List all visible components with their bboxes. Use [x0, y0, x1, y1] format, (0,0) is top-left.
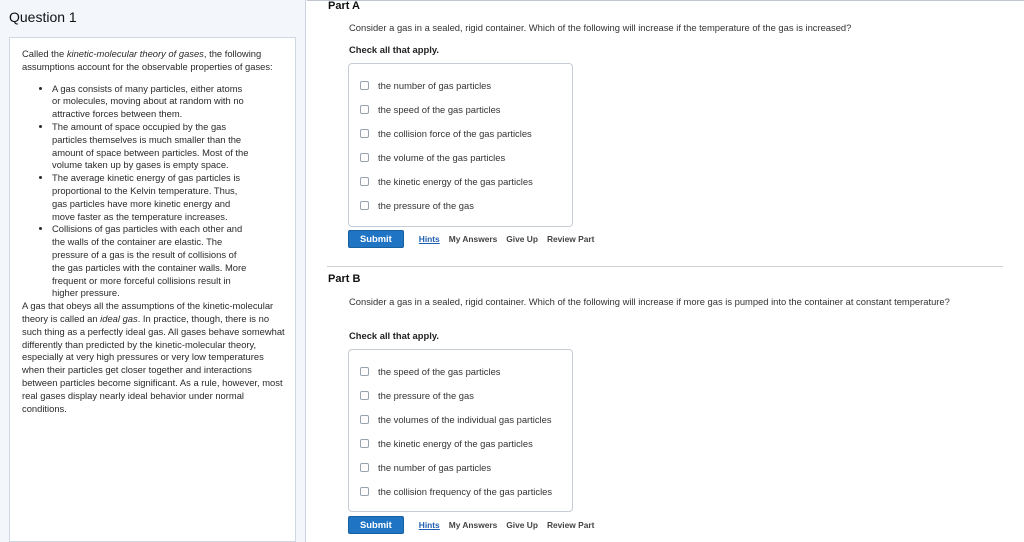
option-label: the number of gas particles — [378, 79, 492, 91]
intro-em: kinetic-molecular theory of gases — [66, 48, 204, 59]
checkbox[interactable] — [360, 439, 369, 448]
part-a-submit-button[interactable]: Submit — [348, 230, 404, 248]
part-divider — [327, 266, 1003, 267]
checkbox[interactable] — [360, 105, 369, 114]
closing-pre: A gas that obeys all the assumptions of the kinetic-molecular theory is called an — [22, 300, 274, 324]
checkbox[interactable] — [360, 463, 369, 472]
part-b-option[interactable] — [360, 364, 500, 378]
list-item: • Collisions of gas particles with each other and the walls of the container are elastic. The pressure of a gas is the result of collisions of the gas particles with the container walls. More frequent or more forceful collisions result in higher pressure. — [52, 223, 285, 300]
part-a-option[interactable] — [360, 174, 533, 188]
intro-post: , the following assumptions account for the observable properties of gases: — [22, 48, 273, 72]
part-b-option[interactable] — [360, 388, 474, 402]
part-a-option[interactable] — [360, 198, 474, 212]
passage-intro — [22, 48, 285, 74]
option-label: the volume of the gas particles — [378, 151, 506, 163]
top-divider — [307, 0, 1024, 1]
part-a-options — [348, 63, 573, 227]
part-b-title: Part B — [328, 273, 361, 285]
intro-pre: Called the — [22, 48, 67, 59]
part-a-option[interactable] — [360, 102, 500, 116]
part-b-question: Consider a gas in a sealed, rigid container. Which of the following will increase if more gas is pumped into the container at constant temperature? — [349, 296, 950, 307]
list-item: • The average kinetic energy of gas particles is proportional to the Kelvin temperature. Thus, gas particles have more kinetic energy and move faster as the temperature increases. — [52, 172, 285, 223]
list-item: • The amount of space occupied by the gas particles themselves is much smaller than the amount of space between particles. Most of the volume taken up by gases is empty space. — [52, 121, 285, 172]
checkbox[interactable] — [360, 153, 369, 162]
checkbox[interactable] — [360, 487, 369, 496]
part-a-instruction: Check all that apply. — [349, 44, 439, 55]
part-b-review-part-link[interactable]: Review Part — [546, 519, 595, 530]
part-a-my-answers-link[interactable]: My Answers — [448, 233, 498, 244]
part-a-question: Consider a gas in a sealed, rigid container. Which of the following will increase if the temperature of the gas is increased? — [349, 22, 852, 33]
closing-post: . In practice, though, there is no such thing as a perfectly ideal gas. All gases behave somewhat differently than predicted by the kinetic-molecular theory, especially at very high pressures or very low temperatures when their particles get closer together and interactions between particles become significant. As a rule, however, most real gases display nearly ideal behavior under normal conditions. — [22, 312, 285, 414]
part-b-my-answers-link[interactable]: My Answers — [448, 519, 498, 530]
part-a-hints-link[interactable]: Hints — [418, 233, 440, 244]
option-label: the kinetic energy of the gas particles — [378, 437, 533, 449]
closing-em: ideal gas — [100, 312, 138, 324]
option-label: the volumes of the individual gas particles — [378, 413, 552, 425]
option-label: the number of gas particles — [378, 461, 492, 473]
checkbox[interactable] — [360, 367, 369, 376]
part-b-option[interactable] — [360, 484, 552, 498]
passage-closing — [22, 300, 285, 415]
checkbox[interactable] — [360, 177, 369, 186]
part-b-give-up-link[interactable]: Give Up — [506, 519, 538, 530]
part-b-option[interactable] — [360, 460, 491, 474]
part-b-actions — [348, 515, 594, 534]
option-label: the collision frequency of the gas particles — [378, 485, 553, 497]
checkbox[interactable] — [360, 201, 369, 210]
checkbox[interactable] — [360, 81, 369, 90]
assumption-list — [22, 83, 285, 301]
checkbox[interactable] — [360, 391, 369, 400]
part-a-option[interactable] — [360, 126, 532, 140]
left-panel — [0, 0, 306, 542]
option-label: the speed of the gas particles — [378, 365, 501, 377]
part-b-submit-button[interactable]: Submit — [348, 516, 404, 534]
part-a-option[interactable] — [360, 78, 491, 92]
part-a-review-part-link[interactable]: Review Part — [546, 233, 595, 244]
option-label: the pressure of the gas — [378, 389, 474, 401]
checkbox[interactable] — [360, 415, 369, 424]
part-a-option[interactable] — [360, 150, 505, 164]
list-item: • A gas consists of many particles, either atoms or molecules, moving about at random with no attractive forces between them. — [52, 83, 285, 121]
part-a-actions — [348, 229, 594, 248]
option-label: the speed of the gas particles — [378, 103, 501, 115]
part-a-title: Part A — [328, 0, 360, 12]
checkbox[interactable] — [360, 129, 369, 138]
passage-box — [9, 37, 296, 542]
part-b-option[interactable] — [360, 412, 552, 426]
option-label: the collision force of the gas particles — [378, 127, 532, 139]
option-label: the kinetic energy of the gas particles — [378, 175, 533, 187]
option-label: the pressure of the gas — [378, 199, 474, 211]
part-a-give-up-link[interactable]: Give Up — [506, 233, 538, 244]
part-b-instruction: Check all that apply. — [349, 330, 439, 341]
part-b-hints-link[interactable]: Hints — [418, 519, 440, 530]
right-panel — [307, 0, 1024, 542]
question-title: Question 1 — [9, 9, 77, 25]
part-b-option[interactable] — [360, 436, 533, 450]
part-b-options — [348, 349, 573, 512]
